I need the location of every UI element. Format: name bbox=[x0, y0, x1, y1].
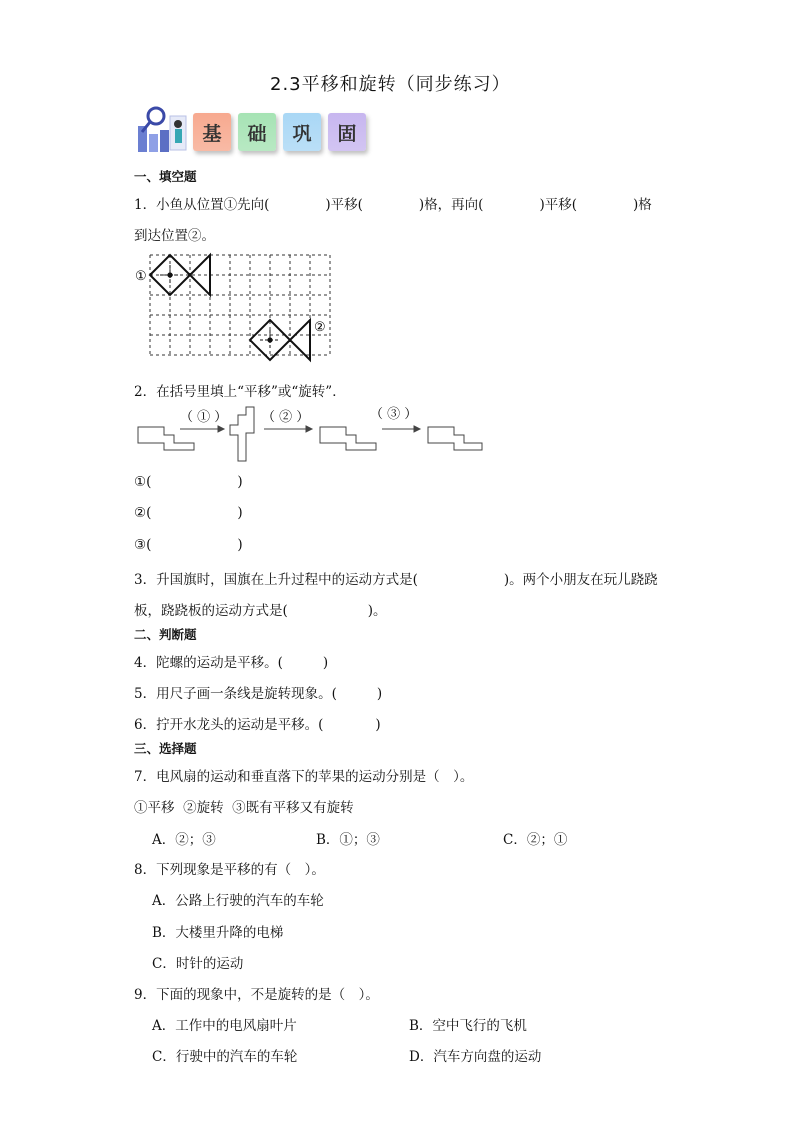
shape-sequence-figure bbox=[136, 405, 486, 465]
answer-2: ②( ) bbox=[134, 505, 243, 521]
position-1-label: ① bbox=[135, 269, 147, 284]
question-6: 6．拧开水龙头的运动是平移。( ) bbox=[134, 717, 381, 733]
question-8-option-b[interactable]: B．大楼里升降的电梯 bbox=[152, 925, 284, 941]
section-heading-choice: 三、选择题 bbox=[134, 741, 197, 756]
stair-shape-4 bbox=[428, 427, 482, 450]
banner-icon bbox=[130, 106, 190, 156]
question-1-line-1: 1．小鱼从位置①先向( )平移( )格，再向( )平移( )格 bbox=[134, 197, 652, 213]
fish-2 bbox=[250, 320, 310, 360]
banner-tile-3: 巩 bbox=[283, 113, 321, 151]
banner-tile-4: 固 bbox=[328, 113, 366, 151]
position-2-label: ② bbox=[314, 320, 326, 335]
question-7-text: 7．电风扇的运动和垂直落下的苹果的运动分别是（ ）。 bbox=[134, 769, 474, 785]
arrow-label-2: （ ② ） bbox=[262, 410, 310, 425]
question-7-items: ①平移 ②旋转 ③既有平移又有旋转 bbox=[134, 800, 354, 816]
answer-3: ③( ) bbox=[134, 537, 243, 553]
question-8-text: 8．下列现象是平移的有（ ）。 bbox=[134, 862, 325, 878]
question-5: 5．用尺子画一条线是旋转现象。( ) bbox=[134, 686, 383, 702]
question-4: 4．陀螺的运动是平移。( ) bbox=[134, 655, 329, 671]
question-7-option-a[interactable]: A．②；③ bbox=[152, 832, 216, 848]
banner-tile-1: 基 bbox=[193, 113, 231, 151]
arrow-label-1: （ ① ） bbox=[180, 410, 228, 425]
section-heading-judge: 二、判断题 bbox=[134, 627, 197, 642]
question-8-option-c[interactable]: C．时针的运动 bbox=[152, 956, 244, 972]
fish-grid-figure bbox=[132, 252, 332, 367]
section-heading-fill: 一、填空题 bbox=[134, 169, 197, 184]
arrow-label-3: （ ③ ） bbox=[370, 407, 418, 422]
question-7-option-b[interactable]: B．①；③ bbox=[316, 832, 380, 848]
question-3-line-2: 板，跷跷板的运动方式是( )。 bbox=[134, 603, 387, 619]
question-1-line-2: 到达位置②。 bbox=[134, 228, 215, 244]
question-2-text: 2．在括号里填上“平移”或“旋转”． bbox=[134, 384, 346, 400]
fish-2-eye bbox=[267, 337, 272, 342]
question-9-option-b[interactable]: B．空中飞行的飞机 bbox=[409, 1018, 527, 1034]
question-9-option-c[interactable]: C．行驶中的汽车的车轮 bbox=[152, 1049, 298, 1065]
fish-1-eye bbox=[167, 272, 172, 277]
banner-tile-2: 础 bbox=[238, 113, 276, 151]
stair-shape-1 bbox=[138, 427, 194, 450]
question-9-option-d[interactable]: D．汽车方向盘的运动 bbox=[409, 1049, 542, 1065]
page-title: 2.3平移和旋转（同步练习） bbox=[270, 74, 511, 95]
dashed-grid bbox=[150, 255, 330, 355]
question-9-text: 9．下面的现象中，不是旋转的是（ ）。 bbox=[134, 987, 379, 1003]
question-3-line-1: 3．升国旗时，国旗在上升过程中的运动方式是( )。两个小朋友在玩儿跷跷 bbox=[134, 572, 658, 588]
stair-shape-3 bbox=[320, 427, 376, 450]
question-9-option-a[interactable]: A．工作中的电风扇叶片 bbox=[152, 1018, 297, 1034]
question-8-option-a[interactable]: A．公路上行驶的汽车的车轮 bbox=[152, 893, 324, 909]
question-7-option-c[interactable]: C．②；① bbox=[503, 832, 568, 848]
stair-shape-2-rotated bbox=[230, 407, 254, 461]
answer-1: ①( ) bbox=[134, 474, 243, 490]
